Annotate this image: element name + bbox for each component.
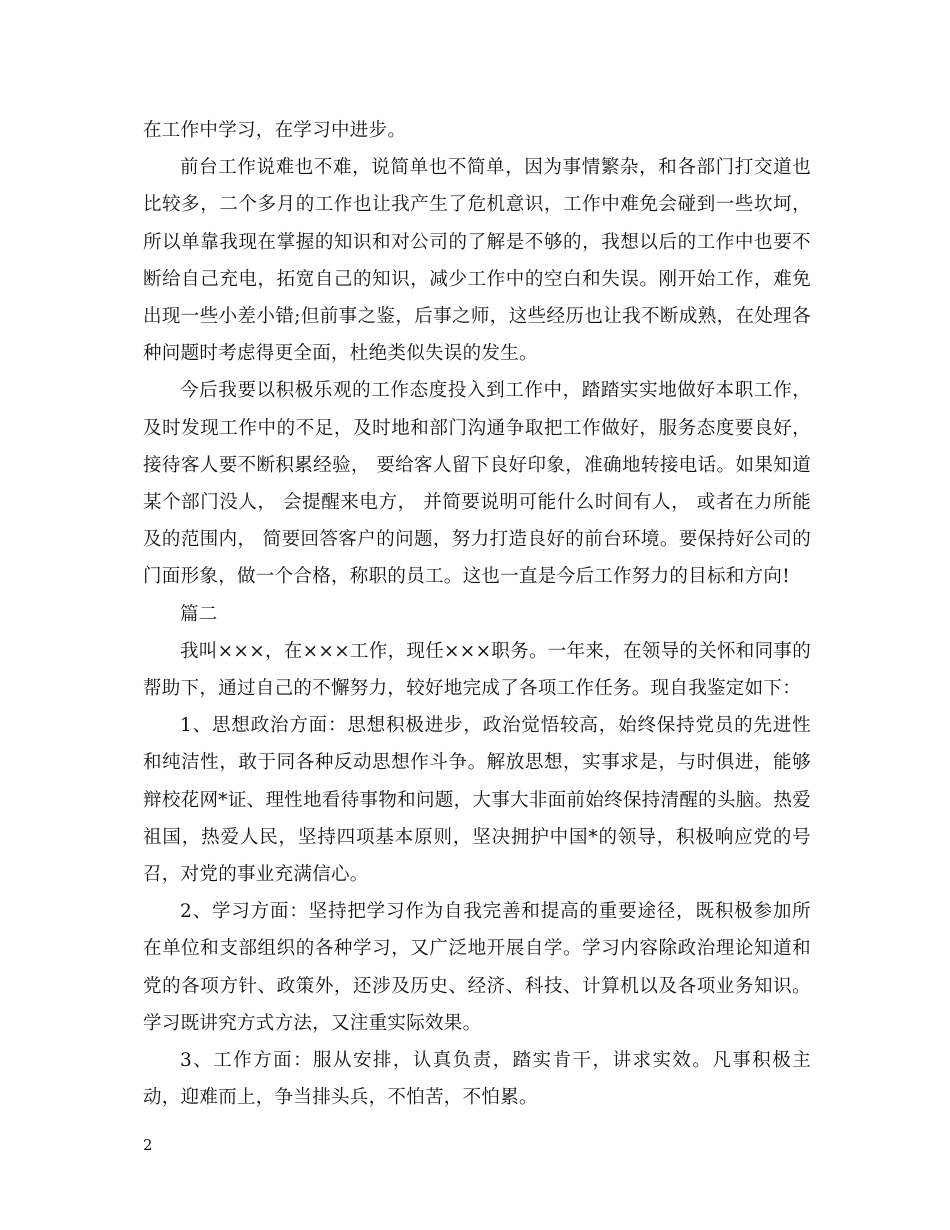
page-number: 2 xyxy=(143,1136,153,1154)
paragraph-1: 在工作中学习，在学习中进步。 xyxy=(143,120,407,141)
paragraph-6: 1、思想政治方面：思想积极进步，政治觉悟较高，始终保持党员的先进性和纯洁性，敢于同各种反动思想作斗争。解放思想，实事求是，与时俱进，能够辩校花网*证、理性地看待事物和问题，大事大非面前始终保持清醒的头脑。热爱祖国，热爱人民，坚持四项基本原则，坚决拥护中国*的领导，积极响应党的号召，对党的事业充满信心。 xyxy=(143,715,811,886)
paragraph-7: 2、学习方面：坚持把学习作为自我完善和提高的重要途径，既积极参加所在单位和支部组织的各种学习，又广泛地开展自学。学习内容除政治理论知道和党的各项方针、政策外，还涉及历史、经济、科技、计算机以及各项业务知识。学习既讲究方式方法，又注重实际效果。 xyxy=(143,901,811,1034)
paragraph-5: 我叫×××，在×××工作，现任×××职务。一年来，在领导的关怀和同事的帮助下，通过自己的不懈努力，较好地完成了各项工作任务。现自我鉴定如下： xyxy=(143,640,812,700)
section-heading: 篇二 xyxy=(180,603,218,625)
paragraph-2: 前台工作说难也不难，说简单也不简单，因为事情繁杂，和各部门打交道也比较多，二个多月的工作也让我产生了危机意识，工作中难免会碰到一些坎坷，所以单靠我现在掌握的知识和对公司的了解是不够的，我想以后的工作中也要不断给自己充电，拓宽自己的知识，减少工作中的空白和失误。刚开始工作，难免出现一些小差小错;但前事之鉴，后事之师，这些经历也让我不断成熟，在处理各种问题时考虑得更全面，杜绝类似失误的发生。 xyxy=(143,157,811,365)
document-body xyxy=(143,112,811,1116)
paragraph-8: 3、工作方面：服从安排，认真负责，踏实肯干，讲求实效。凡事积极主动，迎难而上，争当排头兵，不怕苦，不怕累。 xyxy=(143,1050,811,1109)
paragraph-3: 今后我要以积极乐观的工作态度投入到工作中，踏踏实实地做好本职工作，及时发现工作中的不足，及时地和部门沟通争取把工作做好，服务态度要良好，接待客人要不断积累经验， 要给客人留下良好印象，准确地转接电话。如果知道某个部门没人， 会提醒来电方， 并简要说明可能什么时间有人， 或者在力所能及的范围内， 简要回答客户的问题，努力打造良好的前台环境。要保持好公司的门面形象，做一个合格，称职的员工。这也一直是今后工作努力的目标和方向! xyxy=(143,380,811,588)
